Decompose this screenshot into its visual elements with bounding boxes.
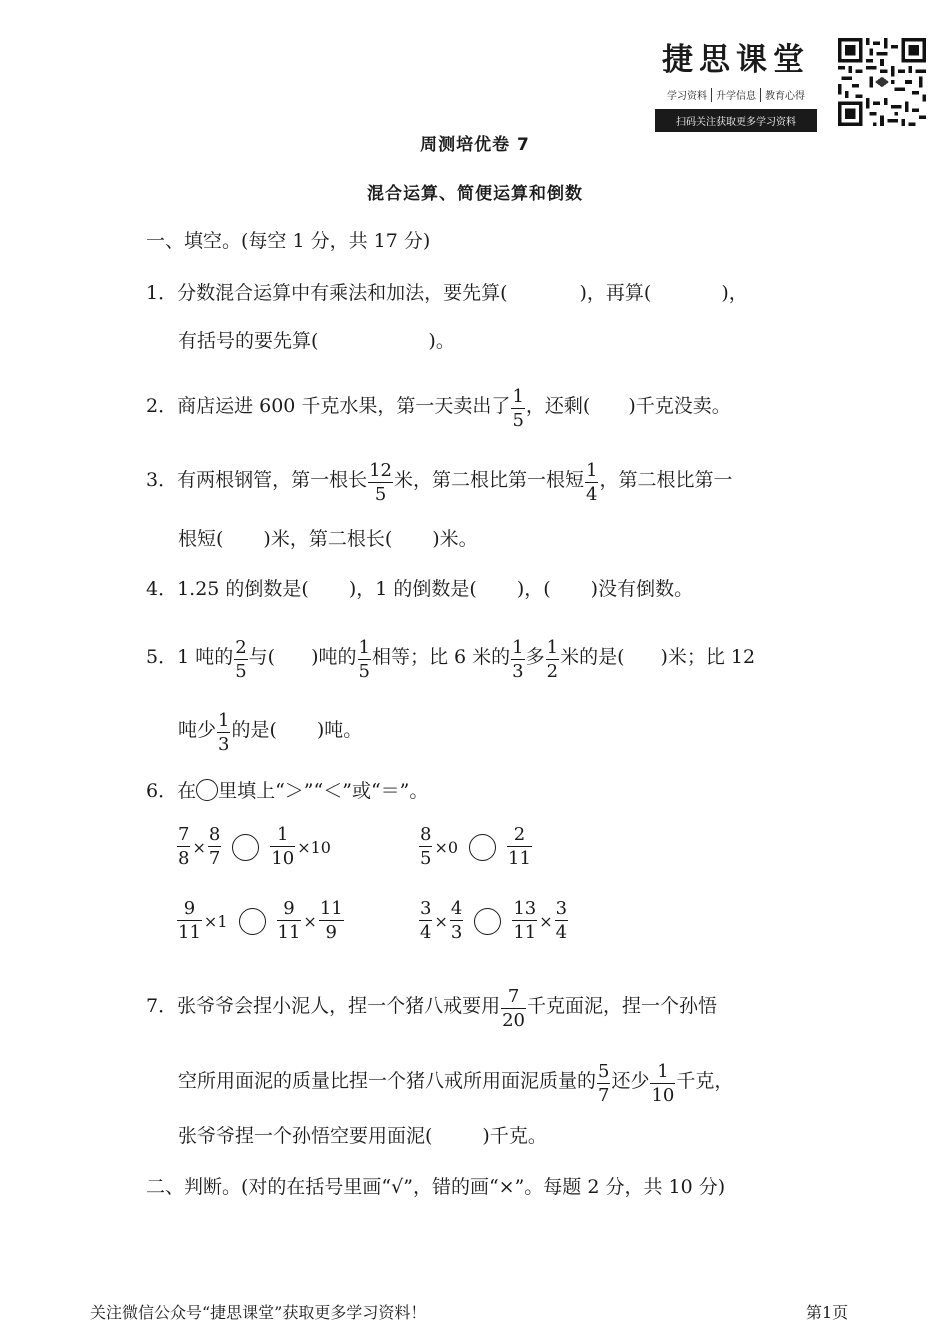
numerator: 1 [358, 637, 370, 658]
fraction [419, 900, 432, 942]
text: 吨少 [178, 719, 217, 741]
text: 还少 [611, 1070, 650, 1092]
compare-circle[interactable] [239, 908, 266, 935]
text: ，第二根比第一 [599, 469, 733, 491]
text: )没有倒数。 [590, 578, 694, 600]
fraction [277, 900, 302, 942]
compare-item [176, 826, 332, 868]
question-2 [146, 386, 731, 431]
text: 千克面泥，捏一个孙悟 [527, 995, 718, 1017]
question-5 [146, 637, 756, 682]
fraction [501, 988, 526, 1030]
denominator: 5 [420, 848, 432, 869]
text: )米。 [432, 528, 478, 550]
text: ，还剩( [525, 395, 591, 417]
compare-circle[interactable] [232, 834, 259, 861]
numerator: 1 [512, 386, 524, 407]
text: 7．张爷爷会捏小泥人，捏一个猪八戒要用 [146, 995, 501, 1017]
text: 的是( [231, 719, 277, 741]
numerator: 9 [277, 900, 302, 921]
fraction [546, 639, 559, 681]
text: )千克没卖。 [628, 395, 731, 417]
brand-tag: 升学信息 [716, 91, 756, 102]
brand-name: 捷思课堂 [662, 42, 810, 78]
text: )，再算( [579, 282, 652, 304]
text: 多 [525, 646, 545, 668]
text: )吨。 [316, 719, 363, 741]
fraction [368, 462, 393, 504]
text: 2．商店运进 600 千克水果，第一天卖出了 [146, 395, 511, 417]
denominator: 5 [358, 661, 370, 682]
compare-circle[interactable] [474, 908, 501, 935]
numerator: 1 [650, 1063, 675, 1084]
section-heading: 二、判断。(对的在括号里画“√”，错的画“×”。每题 2 分，共 10 分) [146, 1176, 726, 1198]
question-5-line-2 [178, 710, 363, 755]
compare-item [176, 900, 345, 942]
section-heading: 一、填空。(每空 1 分，共 17 分) [146, 230, 431, 252]
text: 4．1.25 的倒数是( [146, 578, 309, 600]
numerator: 1 [218, 710, 230, 731]
operator: ×1 [203, 911, 228, 931]
numerator: 12 [369, 460, 392, 481]
numerator: 1 [512, 637, 524, 658]
denominator: 10 [651, 1085, 675, 1106]
brand-block [655, 34, 817, 132]
denominator: 4 [420, 922, 432, 943]
numerator: 7 [501, 988, 526, 1009]
question-1 [146, 281, 748, 305]
fraction [358, 639, 371, 681]
qr-code-icon[interactable] [838, 38, 926, 126]
text: 5．1 吨的 [146, 646, 234, 668]
numerator: 8 [420, 824, 432, 845]
numerator: 8 [208, 824, 221, 845]
text: 与( [248, 646, 276, 668]
denominator: 3 [218, 734, 230, 755]
operator: × [192, 837, 206, 857]
text: 千克， [676, 1070, 734, 1092]
operator: ×10 [297, 837, 331, 857]
denominator: 5 [235, 661, 247, 682]
text: 空所用面泥的质量比捏一个猪八戒所用面泥质量的 [178, 1070, 597, 1092]
text: )吨的 [311, 646, 357, 668]
numerator: 5 [598, 1061, 610, 1082]
fraction [319, 900, 344, 942]
question-6 [146, 779, 428, 803]
fraction [217, 712, 230, 754]
text: 3．有两根钢管，第一根长 [146, 469, 368, 491]
denominator: 5 [512, 410, 524, 431]
text: )，1 的倒数是( [348, 578, 477, 600]
text: 张爷爷捏一个孙悟空要用面泥( [178, 1125, 433, 1147]
numerator: 9 [177, 900, 202, 921]
text: )， [721, 282, 748, 304]
text: 1．分数混合运算中有乘法和加法，要先算( [146, 282, 508, 304]
brand-tags [655, 87, 817, 102]
page-title: 周测培优卷 7 [420, 135, 530, 155]
footer-note: 关注微信公众号“捷思课堂”获取更多学习资料！ [90, 1303, 427, 1322]
fraction [419, 826, 432, 868]
circle-icon [196, 779, 218, 801]
numerator: 3 [420, 898, 432, 919]
text: 里填上“＞”“＜”或“＝”。 [218, 780, 429, 802]
text: )米；比 12 [660, 646, 756, 668]
denominator: 11 [513, 922, 537, 943]
denominator: 3 [512, 661, 524, 682]
denominator: 11 [178, 922, 201, 943]
denominator: 10 [271, 848, 295, 869]
fraction [650, 1063, 675, 1105]
denominator: 7 [208, 848, 221, 869]
numerator: 7 [178, 824, 190, 845]
operator: × [434, 911, 448, 931]
question-7-line-3 [178, 1124, 547, 1148]
numerator: 3 [555, 898, 568, 919]
compare-item [418, 900, 569, 942]
text: )米，第二根长( [263, 528, 393, 550]
denominator: 5 [374, 484, 387, 505]
question-3-line-2 [178, 527, 478, 551]
compare-circle[interactable] [469, 834, 496, 861]
numerator: 1 [270, 826, 295, 847]
text: )千克。 [482, 1125, 547, 1147]
numerator: 4 [450, 898, 463, 919]
fraction [585, 462, 598, 504]
text: )。 [428, 330, 455, 352]
fraction [512, 900, 537, 942]
numerator: 1 [586, 460, 598, 481]
fraction [270, 826, 295, 868]
numerator: 2 [507, 826, 532, 847]
denominator: 20 [502, 1010, 525, 1031]
text: 有括号的要先算( [178, 330, 319, 352]
denominator: 8 [178, 848, 190, 869]
denominator: 7 [598, 1085, 610, 1106]
numerator: 2 [235, 637, 247, 658]
text: )，( [516, 578, 551, 600]
fraction [555, 900, 568, 942]
fraction [234, 639, 247, 681]
question-1-line-2 [178, 329, 455, 353]
question-7 [146, 986, 718, 1031]
fraction [511, 388, 524, 430]
fraction [177, 826, 190, 868]
text: 6．在 [146, 780, 197, 802]
operator: × [539, 911, 553, 931]
page-number: 第1页 [806, 1303, 849, 1322]
denominator: 4 [586, 484, 598, 505]
operator: ×0 [434, 837, 459, 857]
text: 根短( [178, 528, 224, 550]
denominator: 2 [546, 661, 559, 682]
numerator: 13 [513, 898, 537, 919]
fraction [507, 826, 532, 868]
compare-item [418, 826, 533, 868]
numerator: 1 [546, 637, 559, 658]
fraction [597, 1063, 610, 1105]
fraction [177, 900, 202, 942]
brand-tag: 学习资料 [667, 91, 707, 102]
denominator: 4 [555, 922, 568, 943]
page-subtitle: 混合运算、简便运算和倒数 [367, 184, 583, 204]
denominator: 11 [508, 848, 531, 869]
denominator: 9 [325, 922, 337, 943]
text: 米的是( [560, 646, 625, 668]
brand-tag: 教育心得 [765, 91, 805, 102]
question-7-line-2 [178, 1061, 734, 1106]
text: 相等；比 6 米的 [371, 646, 511, 668]
operator: × [303, 911, 317, 931]
brand-banner: 扫码关注获取更多学习资料 [655, 109, 817, 132]
denominator: 3 [450, 922, 463, 943]
fraction [208, 826, 221, 868]
text: 米，第二根比第一根短 [394, 469, 585, 491]
fraction [511, 639, 524, 681]
denominator: 11 [277, 922, 301, 943]
fraction [450, 900, 463, 942]
question-4 [146, 577, 693, 601]
numerator: 11 [319, 898, 343, 919]
question-3 [146, 460, 733, 505]
